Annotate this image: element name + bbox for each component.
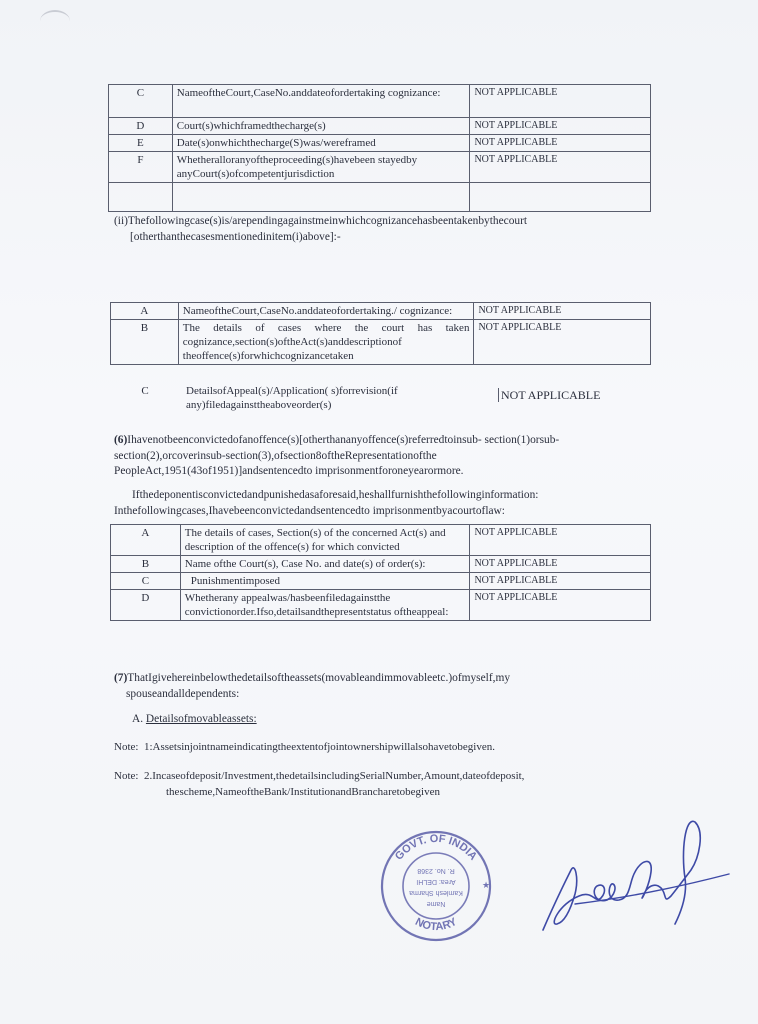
notary-stamp: [378, 828, 494, 944]
row-description: Whetheralloranyoftheproceeding(s)havebeen stayedby anyCourt(s)ofcompetentjurisdiction: [172, 152, 470, 183]
row-value: NOT APPLICABLE: [474, 320, 651, 365]
table-row: [109, 135, 651, 152]
row-code: B: [111, 320, 179, 365]
paragraph-text: ThatIgivehereinbelowthedetailsoftheassets(movableandimmovableetc.)ofmyself,my: [127, 672, 511, 684]
row-description: The details of cases where the court has taken cognizance,section(s)oftheAct(s)anddescriptionof theoffence(s)forwhichcognizancetaken: [178, 320, 474, 365]
paragraph-number: (6): [114, 434, 128, 446]
row-code: B: [111, 556, 181, 573]
row-value: NOT APPLICABLE: [498, 388, 600, 402]
stamp-inner-line: Name: [426, 900, 446, 907]
row-value: NOT APPLICABLE: [474, 303, 651, 320]
row-code: D: [111, 590, 181, 621]
row-description: Court(s)whichframedthecharge(s): [172, 118, 470, 135]
row-value: NOT APPLICABLE: [470, 85, 651, 118]
paragraph-line: thescheme,NameoftheBank/InstitutionandBrancharetobegiven: [166, 785, 440, 798]
paragraph-line: [114, 433, 634, 449]
row-value: NOT APPLICABLE: [470, 573, 651, 590]
section-title: Detailsofmovableassets:: [145, 713, 257, 725]
table-row: [111, 320, 651, 365]
table-row: [109, 118, 651, 135]
table-row: [111, 525, 651, 556]
row-description: Punishmentimposed: [180, 573, 470, 590]
section-heading-movable-assets: [132, 712, 257, 728]
row-code: E: [109, 135, 173, 152]
paragraph-line: Inthefollowingcases,Ihavebeenconvictedandsentencedto imprisonmentbyacourtoflaw:: [114, 504, 505, 517]
paragraph-line: section(2),orcoverinsub-section(3),ofsection8oftheRepresentationofthe: [114, 449, 437, 462]
paragraph-line: (ii)Thefollowingcase(s)is/arependingagainstmeinwhichcognizancehasbeentakenbythecourt: [114, 215, 528, 227]
note-1: Note: 1:Assetsinjointnameindicatingtheextentofjointownershipwillalsohavetobegiven.: [114, 741, 495, 753]
assets-paragraph-7: [114, 671, 634, 702]
row-code: F: [109, 152, 173, 183]
stamp-outer-top-text: GOVT. OF INDIA: [392, 832, 480, 863]
stamp-inner-line: Kamlesh Sharma: [409, 889, 463, 896]
paragraph-line: [otherthanthecasesmentionedinitem(i)above]:-: [130, 230, 341, 243]
row-value: NOT APPLICABLE: [470, 135, 651, 152]
row-code: A: [111, 303, 179, 320]
row-description: DetailsofAppeal(s)/Application( s)forrevision(if any)filedagainsttheaboveorder(s): [186, 385, 398, 411]
row-description: Date(s)onwhichthecharge(S)was/wereframed: [172, 135, 470, 152]
charges-table: [108, 84, 651, 212]
row-value: NOT APPLICABLE: [470, 152, 651, 183]
paragraph-line: PeopleAct,1951(43of1951)]andsentencedto imprisonmentforoneyearormore.: [114, 465, 464, 477]
table-row: [111, 573, 651, 590]
handwritten-signature: [535, 812, 735, 942]
conviction-table: [110, 524, 651, 621]
paragraph-line: Ifthedeponentisconvictedandpunishedasaforesaid,heshallfurnishthefollowinginformation:: [132, 489, 539, 501]
cognizance-table: [110, 302, 651, 365]
table-row: [109, 85, 651, 118]
paragraph-line: [114, 671, 634, 687]
table-row: [109, 152, 651, 183]
paragraph-line: Note: 2.Incaseofdeposit/Investment,thedetailsincludingSerialNumber,Amount,dateofdeposit,: [114, 770, 525, 782]
row-description: Whetherany appealwas/hasbeenfiledagainstthe convictionorder.Ifso,detailsandthepresentstatus oftheappeal:: [180, 590, 470, 621]
row-code: A: [111, 525, 181, 556]
table-row: [111, 556, 651, 573]
row-description: The details of cases, Section(s) of the concerned Act(s) and description of the offence(s) for which convicted: [180, 525, 470, 556]
note-2: [114, 769, 524, 800]
svg-text:GOVT. OF INDIA: [393, 833, 479, 863]
paragraph-line: spouseandalldependents:: [126, 687, 240, 700]
pending-cases-paragraph: [114, 214, 634, 245]
section-prefix: A.: [132, 713, 146, 725]
row-code: C: [141, 385, 149, 397]
row-description: NameoftheCourt,CaseNo.anddateofordertaking./ cognizance:: [178, 303, 474, 320]
stamp-inner-line: Area: DELHI: [416, 878, 456, 885]
conviction-intro-paragraph: [114, 488, 634, 519]
row-value: NOT APPLICABLE: [470, 118, 651, 135]
row-code: [109, 183, 173, 212]
row-description: [172, 183, 470, 212]
table-row: [111, 590, 651, 621]
paragraph-number: (7): [114, 672, 128, 684]
row-description: Name ofthe Court(s), Case No. and date(s) of order(s):: [180, 556, 470, 573]
paragraph-text: Ihavenotbeenconvictedofanoffence(s)[otherthananyoffence(s)referredtoinsub- section(1)orsub-: [127, 434, 560, 446]
stamp-inner-line: R. No. 2368: [417, 867, 455, 874]
row-code: C: [111, 573, 181, 590]
row-value: [470, 183, 651, 212]
table-row: [111, 303, 651, 320]
table-row: [109, 183, 651, 212]
row-code: C: [109, 85, 173, 118]
row-code: D: [109, 118, 173, 135]
row-value: NOT APPLICABLE: [470, 525, 651, 556]
row-value: NOT APPLICABLE: [470, 590, 651, 621]
row-value: NOT APPLICABLE: [470, 556, 651, 573]
stamp-outer-bottom-text: NOTARY: [413, 915, 459, 934]
row-description: NameoftheCourt,CaseNo.anddateofordertaking cognizance:: [172, 85, 470, 118]
declaration-paragraph-6: [114, 433, 634, 480]
scan-smudge: [40, 10, 70, 32]
star-icon: ★: [482, 880, 491, 890]
